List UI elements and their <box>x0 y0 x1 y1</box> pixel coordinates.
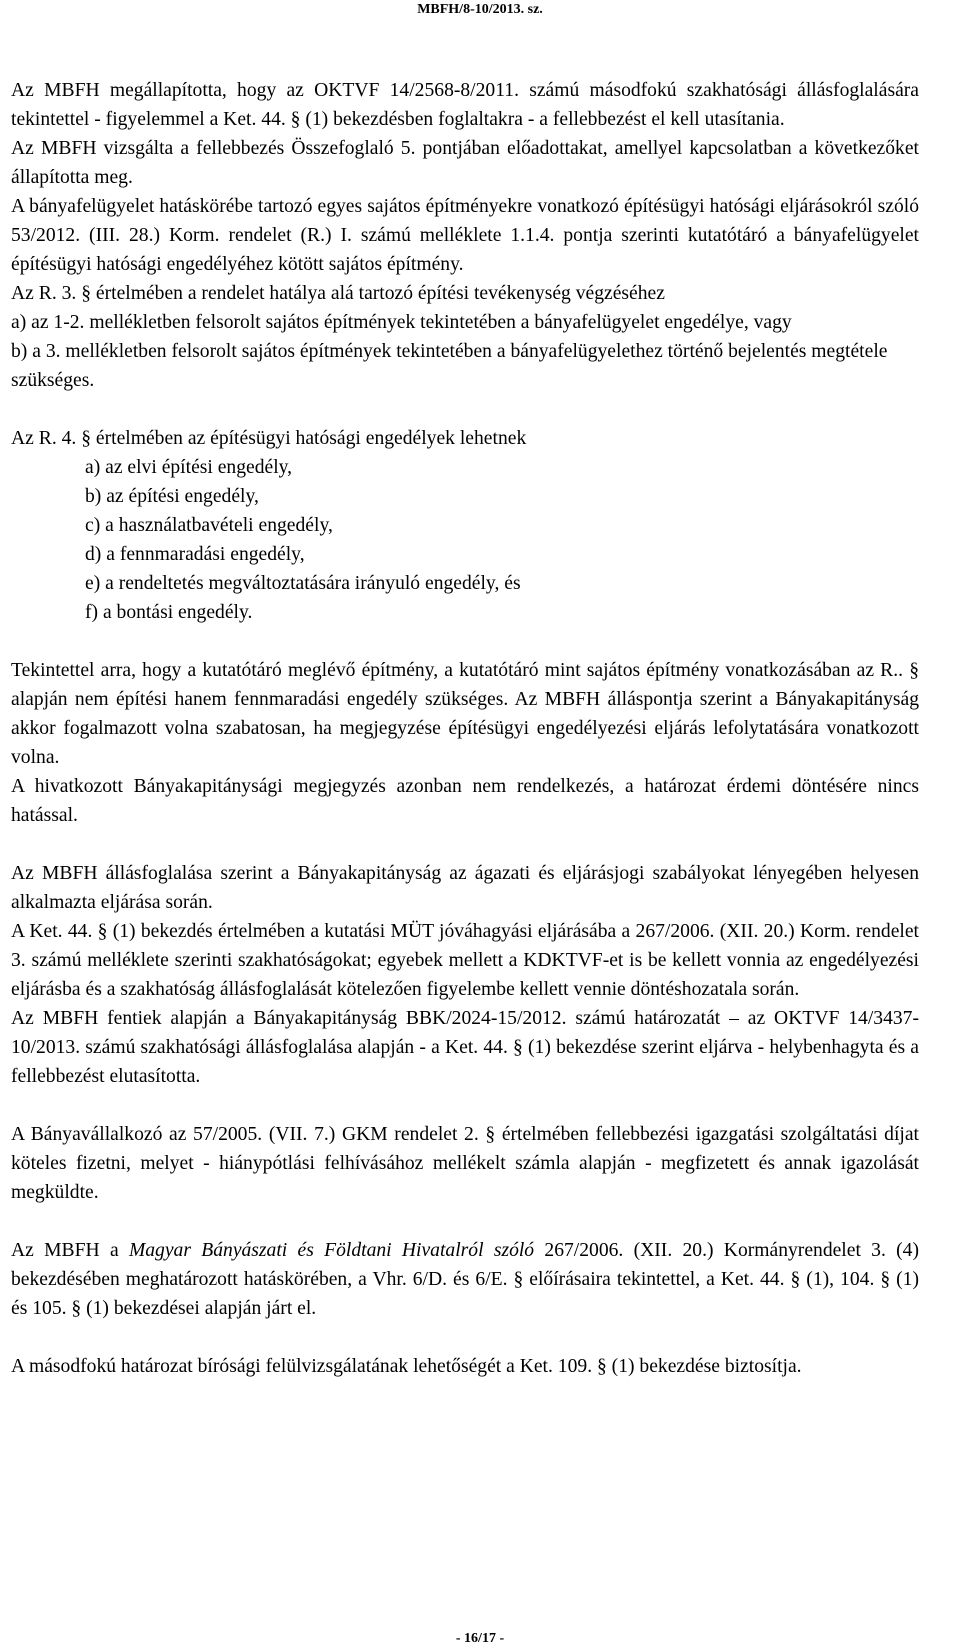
paragraph: A bányafelügyelet hatáskörébe tartozó egyes sajátos építményekre vonatkozó építésügyi hatósági eljárásokról szóló 53/2012. (III. 28.) Korm. rendelet (R.) I. számú melléklete 1.1.4. pontja szerinti kutatótáró a bányafelügyelet építésügyi hatósági engedélyéhez kötött sajátos építmény. <box>11 196 919 275</box>
paragraph: A hivatkozott Bányakapitánysági megjegyzés azonban nem rendelkezés, a határozat érdemi döntésére nincs hatással. <box>11 776 919 826</box>
italic-law-title: Magyar Bányászati és Földtani Hivatalról szóló <box>128 1240 535 1261</box>
paragraph: Tekintettel arra, hogy a kutatótáró meglévő építmény, a kutatótáró mint sajátos építmény vonatkozásában az R.. § alapján nem építési hanem fennmaradási engedély szükséges. Az MBFH álláspontja szerint a Bányakapitányság akkor fogalmazott volna szabatosan, ha megjegyzése építésügyi engedélyezési eljárás lefolytatására vonatkozott volna. <box>11 660 919 768</box>
list-item: b) az építési engedély, <box>85 486 259 507</box>
paragraph: Az MBFH állásfoglalása szerint a Bányakapitányság az ágazati és eljárásjogi szabályokat lényegében helyesen alkalmazta eljárása során. <box>11 863 919 913</box>
text-run: Az MBFH a <box>11 1240 129 1261</box>
page-number: - 16/17 - <box>455 1631 505 1646</box>
document-header: MBFH/8-10/2013. sz. <box>417 2 543 17</box>
paragraph: Az MBFH vizsgálta a fellebbezés Összefoglaló 5. pontjában előadottakat, amellyel kapcsolatban a következőket állapította meg. <box>11 138 919 188</box>
paragraph: a) az 1-2. mellékletben felsorolt sajátos építmények tekintetében a bányafelügyelet engedélye, vagy <box>11 312 792 333</box>
paragraph: Az R. 3. § értelmében a rendelet hatálya alá tartozó építési tevékenység végzéséhez <box>11 283 665 304</box>
document-body <box>11 76 919 1381</box>
permit-type-list <box>11 453 919 627</box>
paragraph: Az MBFH fentiek alapján a Bányakapitányság BBK/2024-15/2012. számú határozatát – az OKTVF 14/3437-10/2013. számú szakhatósági állásfoglalása alapján - a Ket. 44. § (1) bekezdése szerint eljárva - helybenhagyta és a fellebbezést elutasította. <box>11 1008 919 1087</box>
list-item: a) az elvi építési engedély, <box>85 457 293 478</box>
text-run: 267/2006. (XII. 20.) Kormányrendelet 3. (4) bekezdésében meghatározott hatáskörében, a Vhr. 6/D. és 6/E. § előírásaira tekintettel, a Ket. 44. § (1), 104. § (1) és 105. § (1) bekezdései alapján járt el. <box>11 1240 919 1319</box>
list-item: c) a használatbavételi engedély, <box>85 515 333 536</box>
list-item: e) a rendeltetés megváltoztatására irányuló engedély, és <box>85 573 521 594</box>
list-item: f) a bontási engedély. <box>85 602 253 623</box>
paragraph: Az MBFH megállapította, hogy az OKTVF 14/2568-8/2011. számú másodfokú szakhatósági állásfoglalására tekintettel - figyelemmel a Ket. 44. § (1) bekezdésben foglaltakra - a fellebbezést el kell utasítania. <box>11 80 919 130</box>
list-item: d) a fennmaradási engedély, <box>85 544 305 565</box>
paragraph: A Ket. 44. § (1) bekezdés értelmében a kutatási MÜT jóváhagyási eljárásába a 267/2006. (XII. 20.) Korm. rendelet 3. számú melléklete szerinti szakhatóságokat; egyebek mellett a KDKTVF-et is be kellett vonnia az engedélyezési eljárásba és a szakhatóság állásfoglalását kötelezően figyelembe kellett vennie döntéshozatala során. <box>11 921 919 1000</box>
paragraph: b) a 3. mellékletben felsorolt sajátos építmények tekintetében a bányafelügyelethez történő bejelentés megtétele szükséges. <box>11 341 888 391</box>
paragraph: A Bányavállalkozó az 57/2005. (VII. 7.) GKM rendelet 2. § értelmében fellebbezési igazgatási szolgáltatási díjat köteles fizetni, melyet - hiánypótlási felhívásához mellékelt számla alapján - megfizetett és annak igazolását megküldte. <box>11 1124 919 1203</box>
paragraph <box>11 1236 919 1323</box>
paragraph: A másodfokú határozat bírósági felülvizsgálatának lehetőségét a Ket. 109. § (1) bekezdése biztosítja. <box>11 1356 802 1377</box>
paragraph: Az R. 4. § értelmében az építésügyi hatósági engedélyek lehetnek <box>11 428 527 449</box>
